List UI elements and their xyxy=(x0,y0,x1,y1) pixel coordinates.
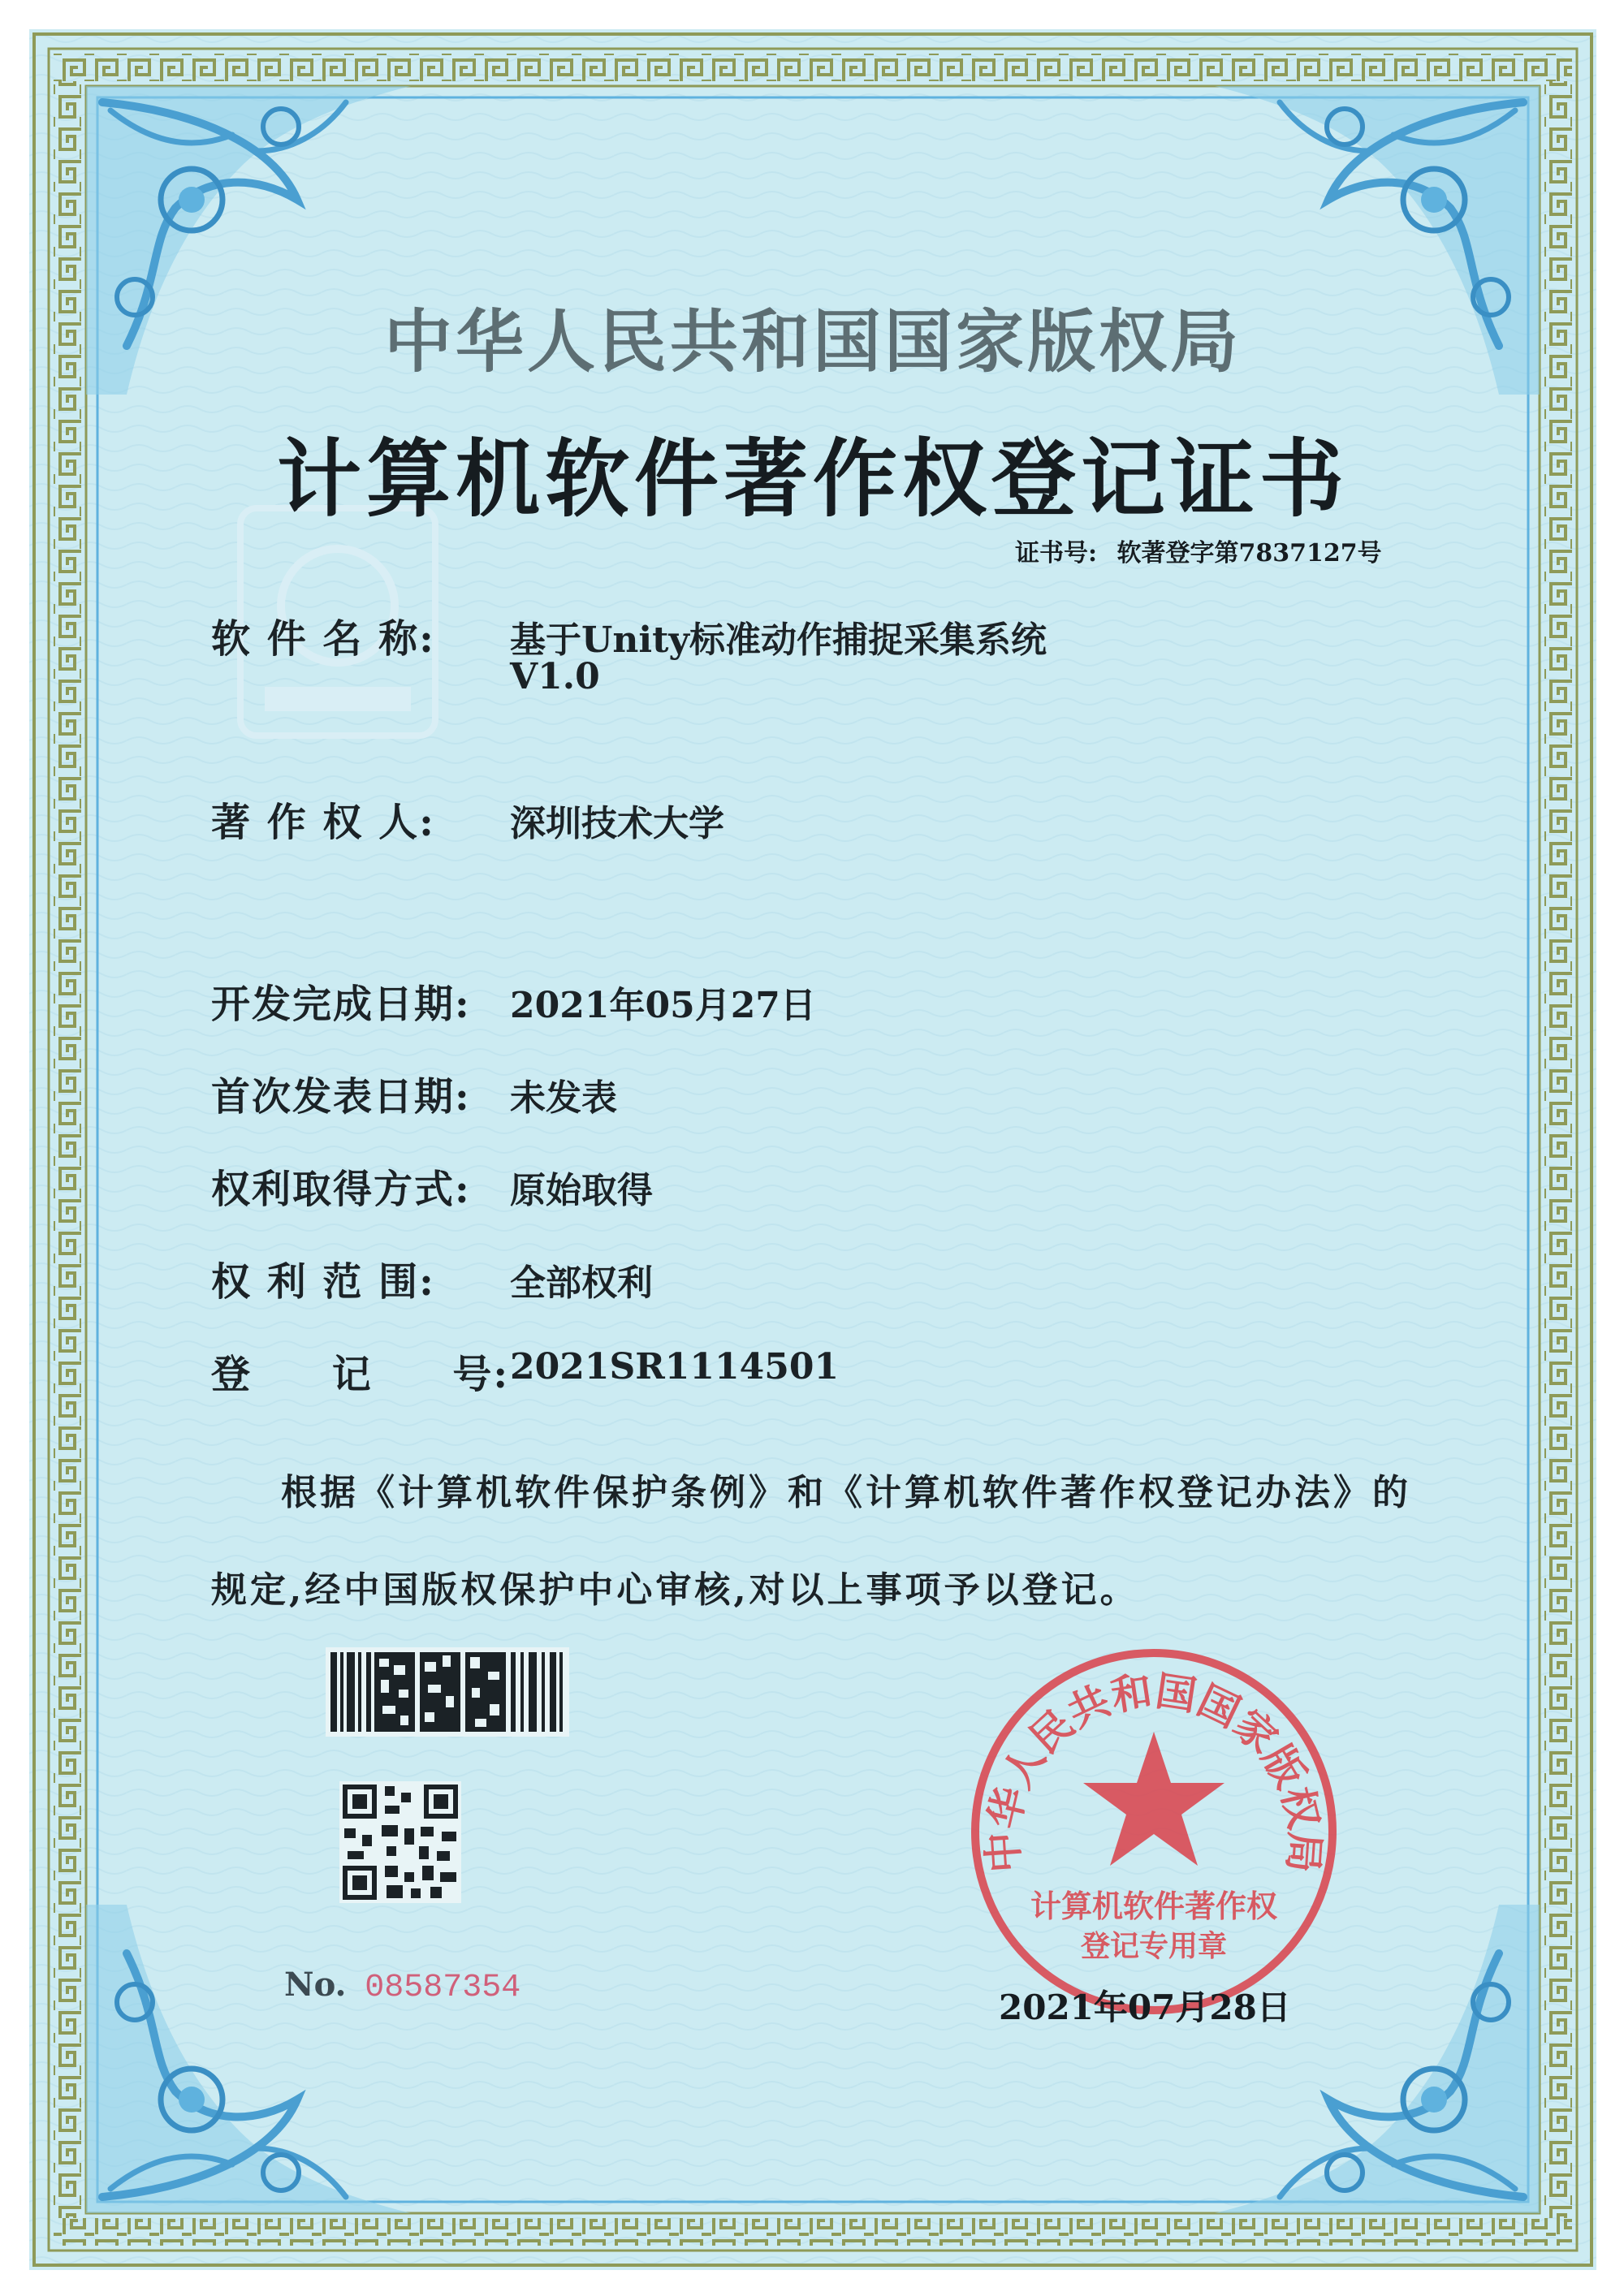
serial-number xyxy=(284,1966,520,2006)
field-value-software-version: V1.0 xyxy=(510,656,600,697)
certificate-number-label: 证书号: xyxy=(1015,539,1098,568)
corner-ornament-bottom-left xyxy=(78,1897,419,2221)
field-value-registration-number: 2021SR1114501 xyxy=(510,1346,840,1388)
barcode xyxy=(326,1647,569,1737)
field-value-rights-scope: 全部权利 xyxy=(510,1262,653,1304)
statement-line-2: 规定,经中国版权保护中心审核,对以上事项予以登记。 xyxy=(211,1569,1139,1611)
field-label-copyright-owner: 著 作 权 人: xyxy=(211,800,435,845)
field-label-rights-scope: 权 利 范 围: xyxy=(211,1259,435,1305)
field-label-first-publication-date: 首次发表日期: xyxy=(211,1074,471,1120)
certificate-number-value: 软著登字第7837127号 xyxy=(1116,539,1382,568)
field-value-copyright-owner: 深圳技术大学 xyxy=(510,803,724,844)
field-label-registration-number: 登 记 号: xyxy=(211,1352,510,1397)
seal-ring-text: 中华人民共和国国家版权局 xyxy=(978,1667,1329,1875)
field-label-acquisition-method: 权利取得方式: xyxy=(211,1167,471,1212)
seal-inner-line-2: 登记专用章 xyxy=(1080,1930,1228,1963)
bureau-name: 中华人民共和国国家版权局 xyxy=(383,301,1242,382)
field-value-completion-date: 2021年05月27日 xyxy=(510,985,816,1026)
certificate-title: 计算机软件著作权登记证书 xyxy=(276,429,1349,529)
seal-inner-line-1: 计算机软件著作权 xyxy=(1030,1888,1278,1924)
field-label-software-name: 软 件 名 称: xyxy=(211,616,435,662)
field-value-acquisition-method: 原始取得 xyxy=(510,1170,653,1211)
field-label-completion-date: 开发完成日期: xyxy=(211,982,471,1027)
field-value-software-name: 基于Unity标准动作捕捉采集系统 xyxy=(510,619,1047,661)
official-seal xyxy=(963,1641,1345,2022)
certificate-number xyxy=(1015,533,1382,568)
qr-code xyxy=(339,1781,461,1903)
field-value-first-publication-date: 未发表 xyxy=(510,1077,617,1119)
issue-date: 2021年07月28日 xyxy=(999,1987,1291,2027)
serial-prefix: No. xyxy=(284,1966,347,2004)
seal-star-icon xyxy=(1083,1732,1224,1866)
serial-value: 08587354 xyxy=(365,1970,521,2006)
statement-line-1: 根据《计算机软件保护条例》和《计算机软件著作权登记办法》的 xyxy=(281,1472,1411,1513)
certificate-paper xyxy=(29,29,1596,2270)
